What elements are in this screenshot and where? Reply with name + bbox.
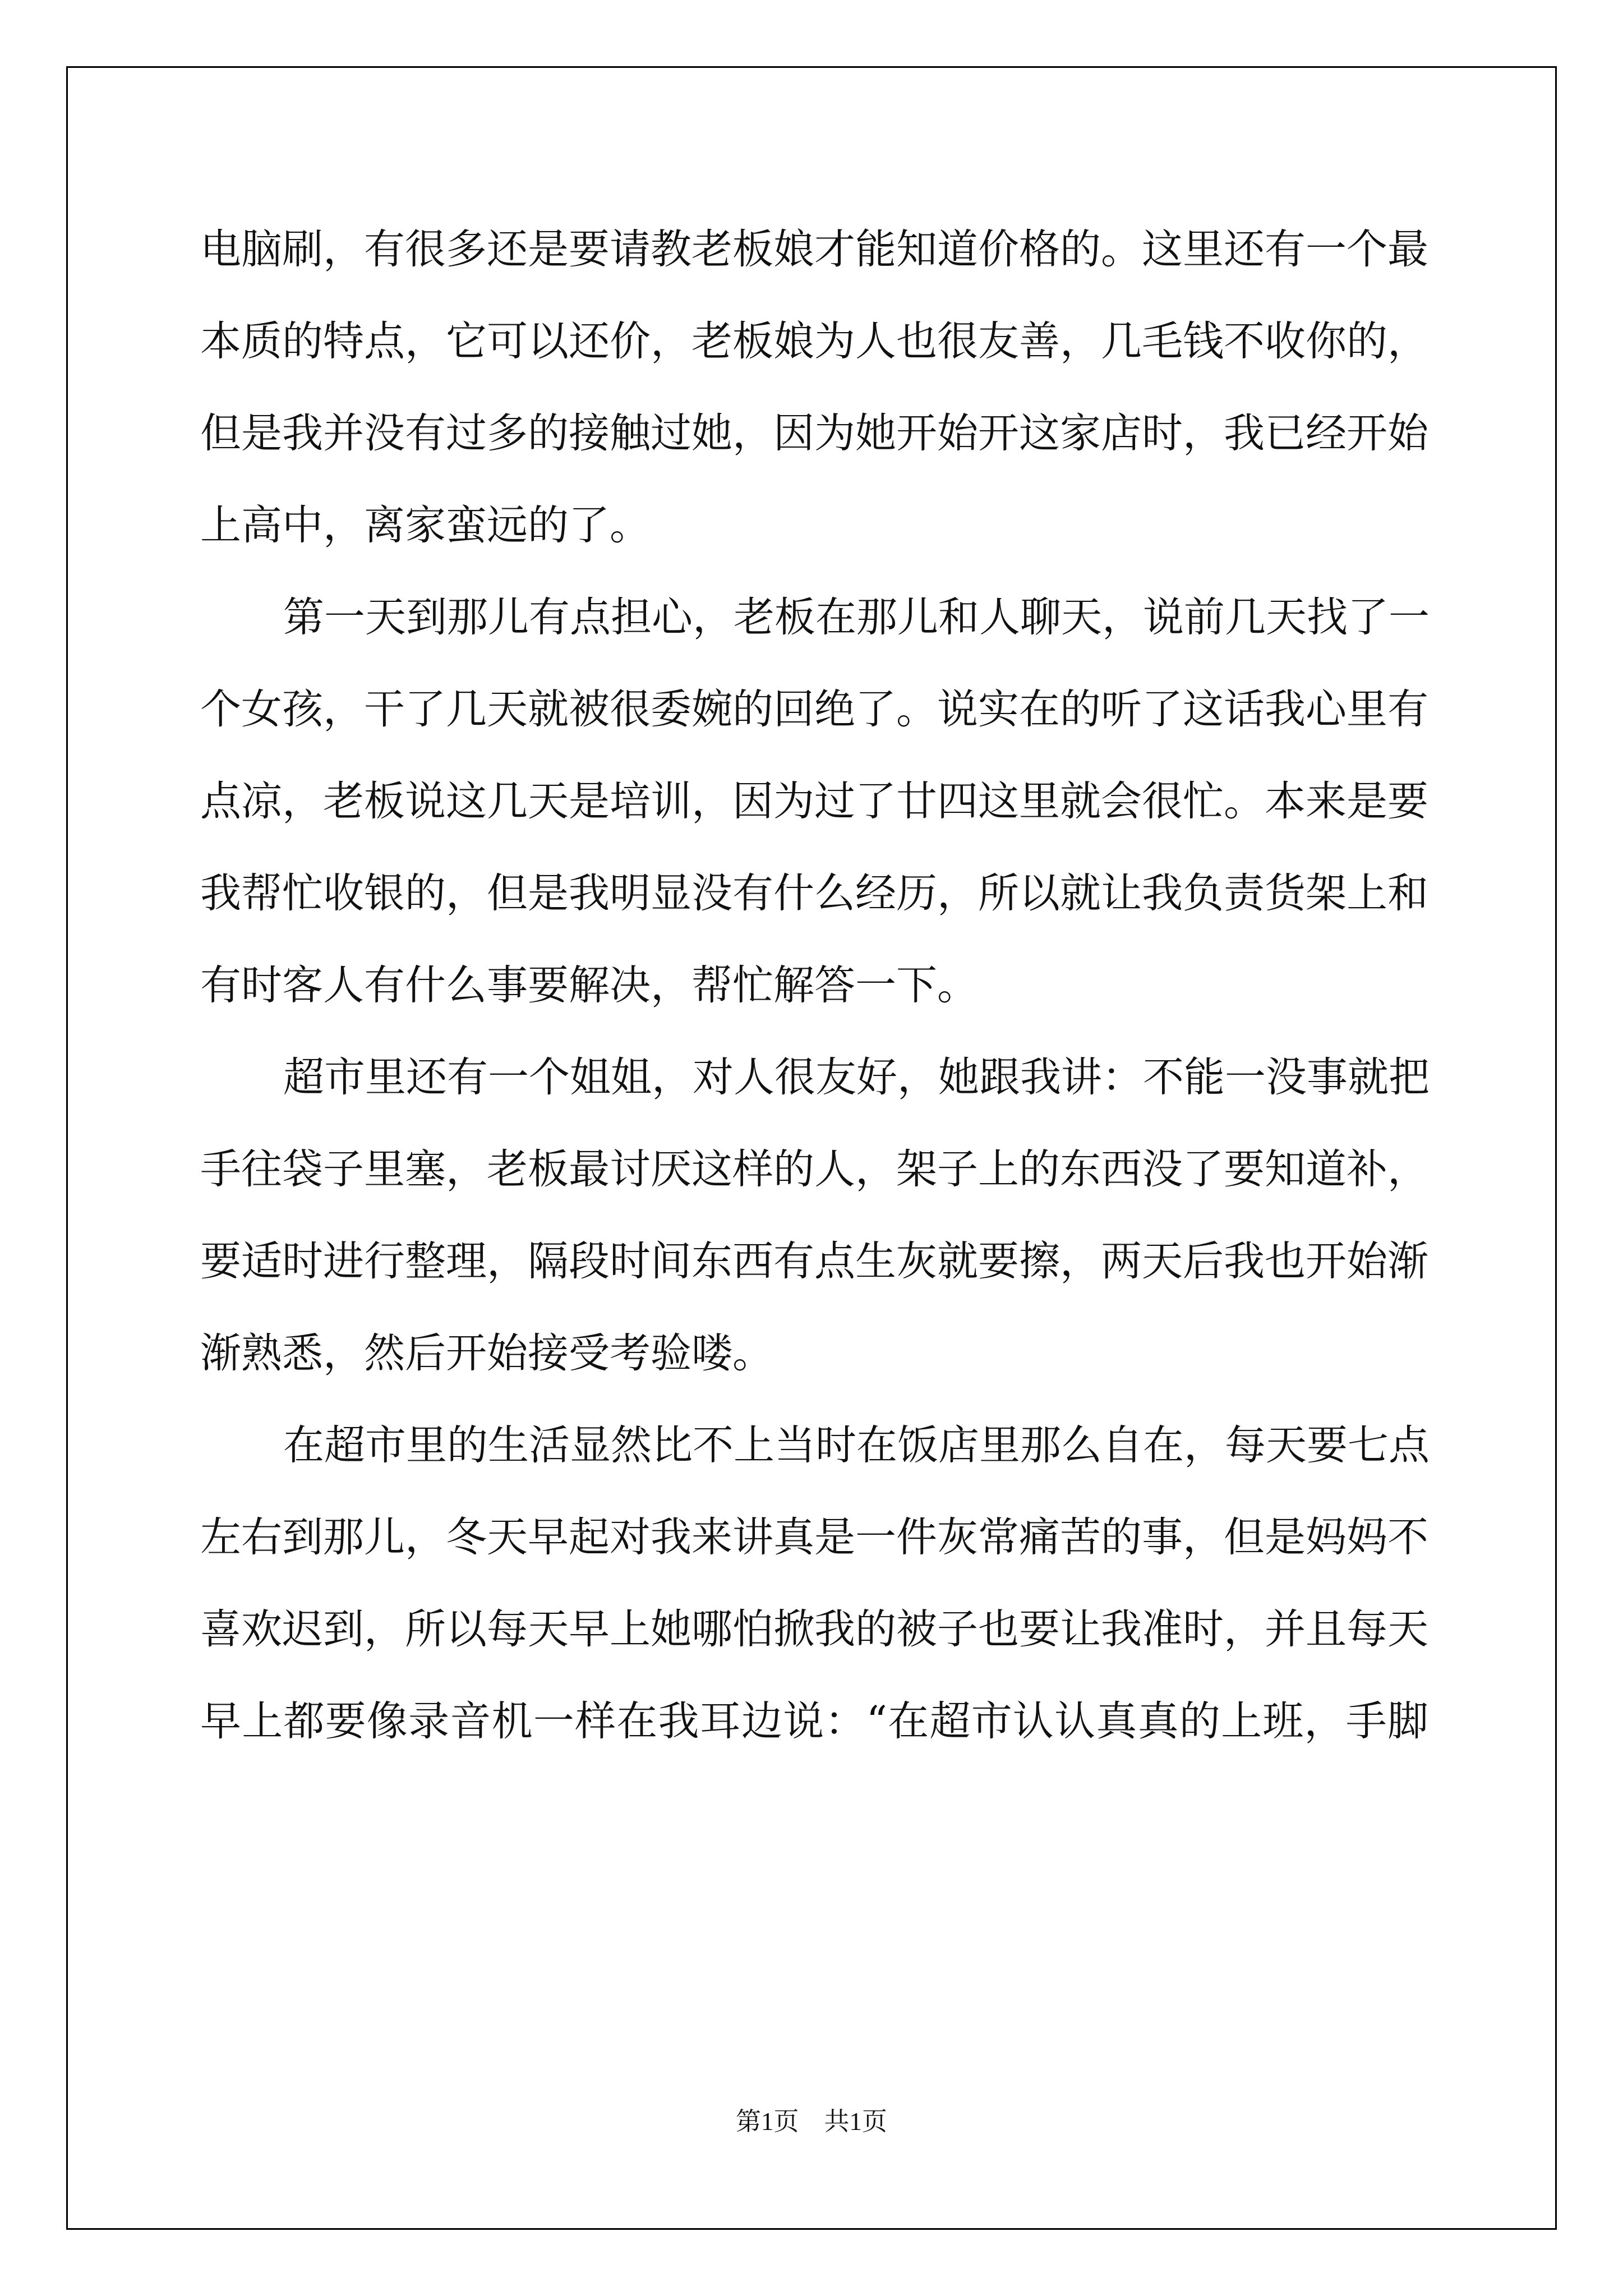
text-line: 早上都要像录音机一样在我耳边说：“在超市认认真真的上班，手脚 [200, 1697, 1428, 1745]
text-line: 有时客人有什么事要解决，帮忙解答一下。 [200, 961, 978, 1009]
text-line: 要适时进行整理，隔段时间东西有点生灰就要擦，两天后我也开始渐 [200, 1237, 1428, 1285]
text-line: 上高中，离家蛮远的了。 [200, 501, 651, 549]
text-line: 渐熟悉，然后开始接受考验喽。 [200, 1329, 773, 1377]
text-line: 但是我并没有过多的接触过她，因为她开始开这家店时，我已经开始 [200, 409, 1428, 457]
text-line: 个女孩，干了几天就被很委婉的回绝了。说实在的听了这话我心里有 [200, 685, 1428, 733]
text-line: 点凉，老板说这几天是培训，因为过了廿四这里就会很忙。本来是要 [200, 777, 1428, 825]
text-line: 电脑刷，有很多还是要请教老板娘才能知道价格的。这里还有一个最 [200, 226, 1428, 273]
text-line: 在超市里的生活显然比不上当时在饭店里那么自在，每天要七点 [283, 1421, 1430, 1469]
text-line: 手往袋子里塞，老板最讨厌这样的人，架子上的东西没了要知道补， [200, 1145, 1428, 1193]
text-line: 左右到那儿，冬天早起对我来讲真是一件灰常痛苦的事，但是妈妈不 [200, 1513, 1428, 1561]
text-line: 本质的特点，它可以还价，老板娘为人也很友善，几毛钱不收你的， [200, 318, 1428, 365]
text-line: 第一天到那儿有点担心，老板在那儿和人聊天，说前几天找了一 [283, 593, 1430, 641]
text-line: 喜欢迟到，所以每天早上她哪怕掀我的被子也要让我准时，并且每天 [200, 1605, 1428, 1653]
text-line: 我帮忙收银的，但是我明显没有什么经历，所以就让我负责货架上和 [200, 869, 1428, 917]
text-line: 超市里还有一个姐姐，对人很友好，她跟我讲：不能一没事就把 [283, 1053, 1430, 1101]
page-number-footer: 第1页 共1页 [735, 2108, 887, 2136]
